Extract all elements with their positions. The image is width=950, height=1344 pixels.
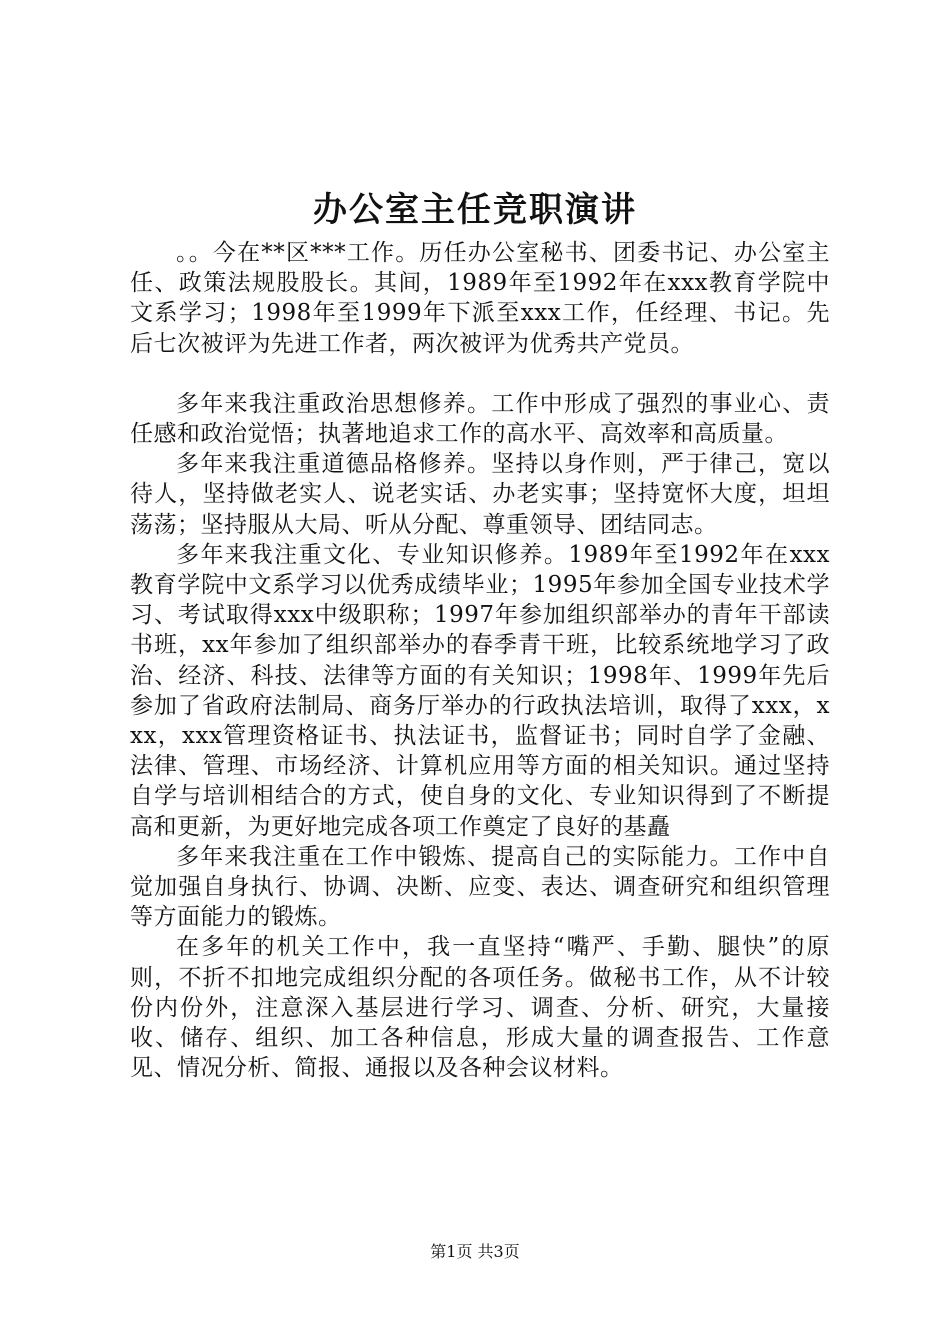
paragraph-moral: 多年来我注重道德品格修养。坚持以身作则，严于律己，宽以待人，坚持做老实人、说老实话、办老实事；坚持宽怀大度，坦坦荡荡；坚持服从大局、听从分配、尊重领导、团结同志。 xyxy=(130,451,830,538)
page-number-footer: 第1页 共3页 xyxy=(430,1242,520,1261)
paragraph-work: 在多年的机关工作中，我一直坚持“嘴严、手勤、腿快”的原则，不折不扣地完成组织分配的各项任务。做秘书工作，从不计较份内份外，注意深入基层进行学习、调查、分析、研究，大量接收、储存、组织、加工各种信息，形成大量的调查报告、工作意见、情况分析、简报、通报以及各种会议材料。 xyxy=(130,934,830,1082)
paragraph-intro: 。。今在**区***工作。历任办公室秘书、团委书记、办公室主任、政策法规股股长。其间，1989年至1992年在xxx教育学院中文系学习；1998年至1999年下派至xxx工作，任经理、书记。先后七次被评为先进工作者，两次被评为优秀共产党员。 xyxy=(130,240,830,357)
document-title: 办公室主任竞职演讲 xyxy=(313,190,637,230)
document-body xyxy=(130,238,830,1083)
paragraph-ability: 多年来我注重在工作中锻炼、提高自己的实际能力。工作中自觉加强自身执行、协调、决断、应变、表达、调查研究和组织管理等方面能力的锻炼。 xyxy=(130,843,830,931)
paragraph-knowledge: 多年来我注重文化、专业知识修养。1989年至1992年在xxx教育学院中文系学习以优秀成绩毕业；1995年参加全国专业技术学习、考试取得xxx中级职称；1997年参加组织部举办的青年干部读书班，xx年参加了组织部举办的春季青干班，比较系统地学习了政治、经济、科技、法律等方面的有关知识；1998年、1999年先后参加了省政府法制局、商务厅举办的行政执法培训，取得了xxx，xxx，xxx管理资格证书、执法证书，监督证书；同时自学了金融、法律、管理、市场经济、计算机应用等方面的相关知识。通过坚持自学与培训相结合的方式，使自身的文化、专业知识得到了不断提高和更新，为更好地完成各项工作奠定了良好的基矗 xyxy=(130,541,830,840)
paragraph-political: 多年来我注重政治思想修养。工作中形成了强烈的事业心、责任感和政治觉悟；执著地追求工作的高水平、高效率和高质量。 xyxy=(130,390,830,448)
